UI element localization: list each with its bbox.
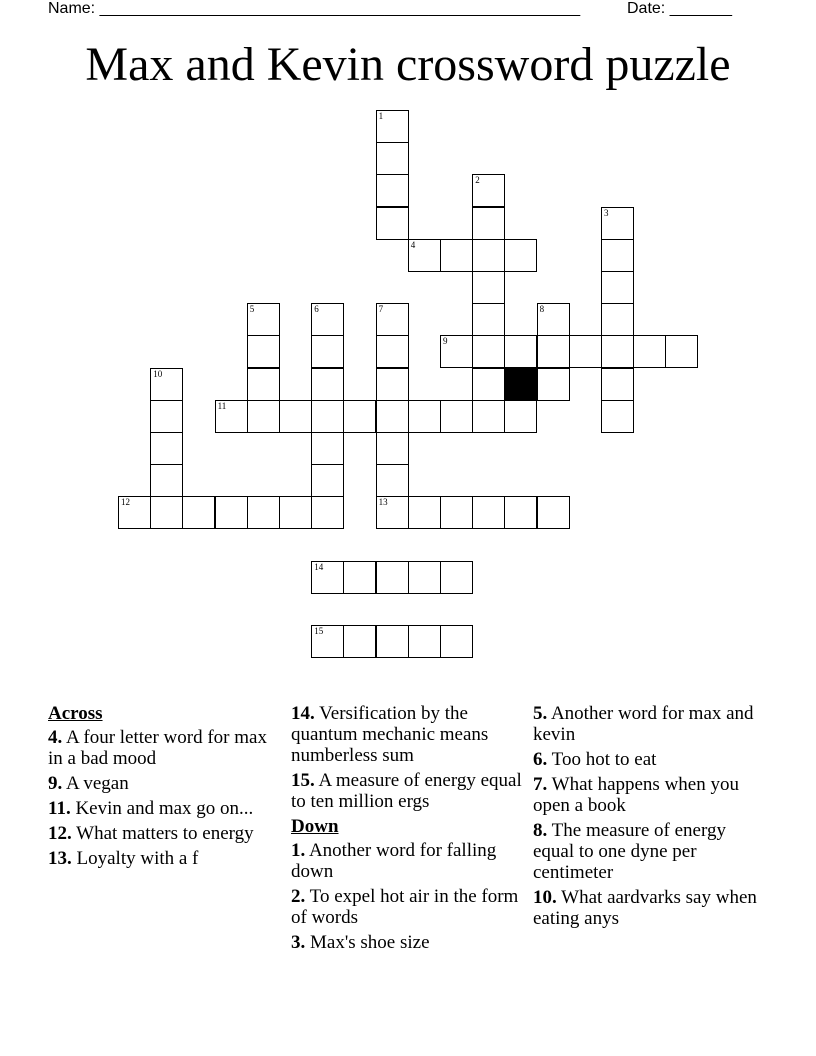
grid-cell[interactable]: [440, 561, 473, 594]
grid-cell[interactable]: [601, 303, 634, 336]
grid-cell[interactable]: [247, 303, 280, 336]
clue-text: Too hot to eat: [551, 749, 657, 770]
cell-number: 10: [153, 368, 163, 379]
grid-cell[interactable]: [472, 496, 505, 529]
clue-number: 8.: [533, 820, 548, 841]
clue-text: To expel hot air in the form of words: [291, 886, 519, 928]
clue-across-15: [291, 770, 523, 812]
clue-text: Max's shoe size: [310, 932, 430, 953]
grid-cell[interactable]: [215, 496, 248, 529]
cell-number: 12: [121, 497, 130, 508]
clue-text: What aardvarks say when eating anys: [533, 887, 757, 929]
grid-cell[interactable]: [569, 335, 602, 368]
grid-cell[interactable]: [279, 496, 312, 529]
clue-number: 7.: [533, 774, 548, 795]
clue-number: 10.: [533, 887, 557, 908]
grid-cell[interactable]: [601, 368, 634, 401]
cell-number: 15: [314, 626, 324, 637]
grid-cell[interactable]: [150, 464, 183, 497]
cell-number: 14: [314, 561, 324, 572]
grid-cell[interactable]: [311, 464, 344, 497]
grid-cell[interactable]: [440, 239, 473, 272]
name-field-label: Name: ______________________________________________________: [48, 0, 581, 17]
grid-cell[interactable]: [472, 400, 505, 433]
grid-cell[interactable]: [537, 368, 570, 401]
clue-number: 2.: [291, 886, 306, 907]
grid-cell[interactable]: [440, 496, 473, 529]
clue-text: Another word for max and kevin: [533, 703, 754, 745]
grid-cell[interactable]: [472, 271, 505, 304]
grid-cell[interactable]: [376, 432, 409, 465]
grid-cell[interactable]: [343, 561, 376, 594]
clue-down-7: [533, 774, 768, 816]
clue-number: 11.: [48, 798, 71, 819]
grid-cell[interactable]: [150, 432, 183, 465]
grid-cell[interactable]: [440, 625, 473, 658]
grid-cell[interactable]: [440, 400, 473, 433]
clue-text: Kevin and max go on...: [75, 798, 254, 819]
grid-cell[interactable]: [440, 335, 473, 368]
clue-number: 1.: [291, 840, 306, 861]
grid-cell[interactable]: [376, 207, 409, 240]
clue-text: What happens when you open a book: [533, 774, 739, 816]
clue-across-11: [48, 798, 273, 819]
grid-cell[interactable]: [150, 400, 183, 433]
grid-cell[interactable]: [601, 400, 634, 433]
clue-number: 6.: [533, 749, 548, 770]
grid-cell[interactable]: [182, 496, 215, 529]
black-cell: [504, 368, 537, 401]
grid-cell[interactable]: [247, 400, 280, 433]
clue-across-4: [48, 727, 273, 769]
grid-cell[interactable]: [601, 335, 634, 368]
grid-cell[interactable]: [311, 335, 344, 368]
clue-down-6: [533, 749, 768, 770]
grid-cell[interactable]: [601, 239, 634, 272]
clue-number: 14.: [291, 703, 315, 724]
clue-down-8: [533, 820, 768, 883]
grid-cell[interactable]: [311, 303, 344, 336]
clue-text: The measure of energy equal to one dyne per centimeter: [533, 820, 726, 883]
cell-number: 5: [249, 304, 255, 315]
grid-cell[interactable]: [215, 400, 248, 433]
clue-across-13: [48, 848, 273, 869]
grid-cell[interactable]: [376, 496, 409, 529]
page-title: Max and Kevin crossword puzzle: [85, 38, 731, 91]
cell-number: 9: [443, 336, 448, 347]
cell-number: 13: [378, 497, 388, 508]
grid-cell[interactable]: [537, 303, 570, 336]
grid-cell[interactable]: [247, 368, 280, 401]
cell-number: 6: [314, 304, 319, 315]
grid-cell[interactable]: [376, 335, 409, 368]
grid-cell[interactable]: [665, 335, 698, 368]
grid-cell[interactable]: [408, 625, 441, 658]
grid-cell[interactable]: [472, 303, 505, 336]
grid-cell[interactable]: [376, 368, 409, 401]
grid-cell[interactable]: [472, 368, 505, 401]
grid-cell[interactable]: [311, 625, 344, 658]
clue-down-1: [291, 840, 523, 882]
clue-text: A measure of energy equal to ten million ergs: [291, 770, 522, 812]
grid-cell[interactable]: [118, 496, 151, 529]
grid-cell[interactable]: [247, 335, 280, 368]
grid-cell[interactable]: [504, 239, 537, 272]
clue-text: A vegan: [65, 773, 129, 794]
grid-cell[interactable]: [311, 368, 344, 401]
cell-number: 4: [410, 239, 416, 250]
grid-cell[interactable]: [311, 432, 344, 465]
cell-number: 1: [378, 111, 384, 121]
grid-cell[interactable]: [343, 625, 376, 658]
cell-number: 8: [539, 304, 545, 315]
clue-down-10: [533, 887, 768, 929]
clues-column-2: [291, 703, 523, 957]
clue-text: What matters to energy: [76, 823, 254, 844]
clue-number: 9.: [48, 773, 63, 794]
clue-text: A four letter word for max in a bad mood: [48, 727, 267, 769]
grid-cell[interactable]: [376, 303, 409, 336]
clue-number: 5.: [533, 703, 548, 724]
grid-cell[interactable]: [472, 207, 505, 240]
grid-cell[interactable]: [376, 464, 409, 497]
clue-down-2: [291, 886, 523, 928]
clue-text: Versification by the quantum mechanic means numberless sum: [291, 703, 489, 766]
grid-cell[interactable]: [247, 496, 280, 529]
clue-text: Another word for falling down: [291, 840, 497, 882]
grid-cell[interactable]: [601, 207, 634, 240]
grid-cell[interactable]: [537, 496, 570, 529]
grid-cell[interactable]: [311, 561, 344, 594]
grid-cell[interactable]: [343, 400, 376, 433]
grid-cell[interactable]: [150, 368, 183, 401]
clues-column-3: [533, 703, 768, 933]
grid-cell[interactable]: [408, 561, 441, 594]
clue-text: Loyalty with a f: [76, 848, 199, 869]
grid-cell[interactable]: [633, 335, 666, 368]
grid-cell[interactable]: [504, 335, 537, 368]
grid-cell[interactable]: [376, 400, 409, 433]
grid-cell[interactable]: [376, 174, 409, 207]
cell-number: 3: [604, 207, 609, 218]
across-heading: Across: [48, 703, 103, 724]
grid-cell[interactable]: [279, 400, 312, 433]
grid-cell[interactable]: [150, 496, 183, 529]
clue-number: 4.: [48, 727, 63, 748]
grid-cell[interactable]: [376, 561, 409, 594]
grid-cell[interactable]: [311, 400, 344, 433]
down-heading: Down: [291, 816, 339, 837]
cell-number: 7: [378, 304, 384, 315]
clues-column-1: [48, 703, 273, 873]
date-field-label: Date: _______: [627, 0, 732, 17]
grid-cell[interactable]: [376, 110, 409, 143]
grid-cell[interactable]: [504, 400, 537, 433]
grid-cell[interactable]: [472, 174, 505, 207]
clue-number: 15.: [291, 770, 315, 791]
clue-across-12: [48, 823, 273, 844]
clue-across-9: [48, 773, 273, 794]
grid-cell[interactable]: [504, 496, 537, 529]
grid-cell[interactable]: [408, 400, 441, 433]
grid-cell[interactable]: [472, 239, 505, 272]
cell-number: 11: [217, 400, 227, 411]
clue-number: 3.: [291, 932, 306, 953]
clue-down-3: [291, 932, 523, 953]
grid-cell[interactable]: [601, 271, 634, 304]
grid-cell[interactable]: [376, 142, 409, 175]
grid-cell[interactable]: [408, 496, 441, 529]
cell-number: 2: [475, 175, 480, 186]
grid-cell[interactable]: [311, 496, 344, 529]
clue-across-14: [291, 703, 523, 766]
clue-number: 13.: [48, 848, 72, 869]
grid-cell[interactable]: [472, 335, 505, 368]
grid-cell[interactable]: [376, 625, 409, 658]
grid-cell[interactable]: [408, 239, 441, 272]
clue-number: 12.: [48, 823, 72, 844]
grid-cell[interactable]: [537, 335, 570, 368]
clue-down-5: [533, 703, 768, 745]
